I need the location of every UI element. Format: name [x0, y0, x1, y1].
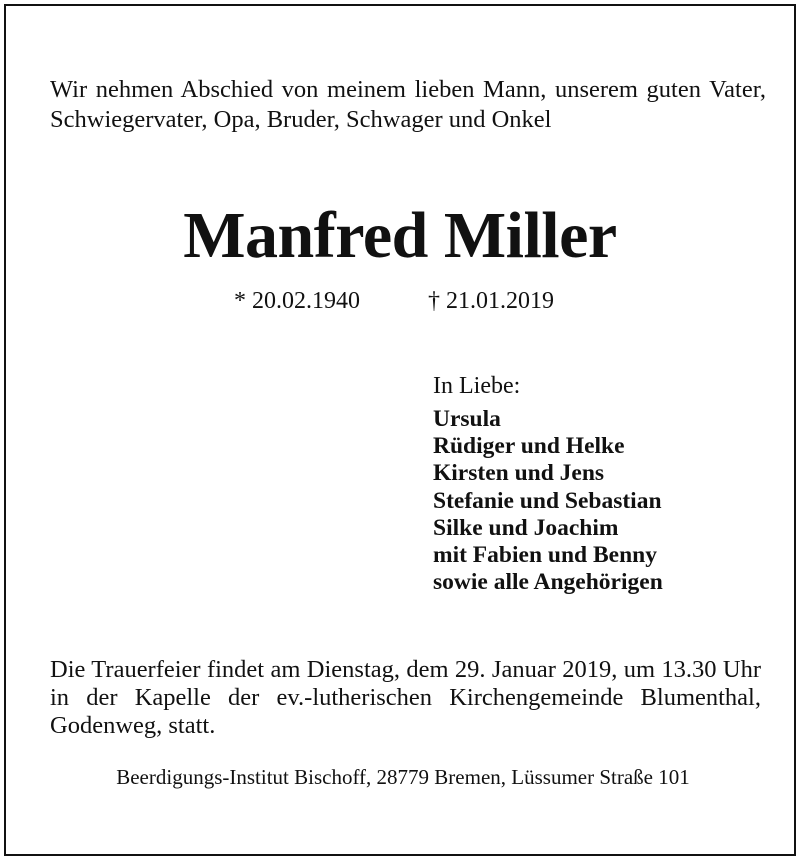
obituary-notice	[4, 4, 796, 856]
mourner-name: Kirsten und Jens	[433, 460, 605, 487]
mourner-name: sowie alle Angehörigen	[433, 569, 663, 596]
funeral-home-info: Beerdigungs-Institut Bischoff, 28779 Bremen, Lüssumer Straße 101	[116, 765, 690, 789]
death-date: † 21.01.2019	[428, 288, 554, 314]
mourners-list	[433, 406, 663, 596]
in-love-label: In Liebe:	[433, 373, 521, 399]
ceremony-details: Die Trauerfeier findet am Dienstag, dem 29. Januar 2019, um 13.30 Uhr in der Kapelle der ev.-lutherischen Kirchengemeinde Blumenthal, Godenweg, statt.	[50, 656, 761, 739]
farewell-intro: Wir nehmen Abschied von meinem lieben Mann, unserem guten Vater, Schwiegervater, Opa, Bruder, Schwager und Onkel	[50, 76, 766, 133]
deceased-name: Manfred Miller	[183, 199, 617, 272]
mourner-name: Silke und Joachim	[433, 514, 619, 541]
birth-date: * 20.02.1940	[234, 288, 360, 314]
mourner-name: Stefanie und Sebastian	[433, 487, 662, 514]
mourner-name: Rüdiger und Helke	[433, 433, 625, 460]
mourner-name: mit Fabien und Benny	[433, 542, 657, 569]
mourner-name: Ursula	[433, 406, 501, 432]
